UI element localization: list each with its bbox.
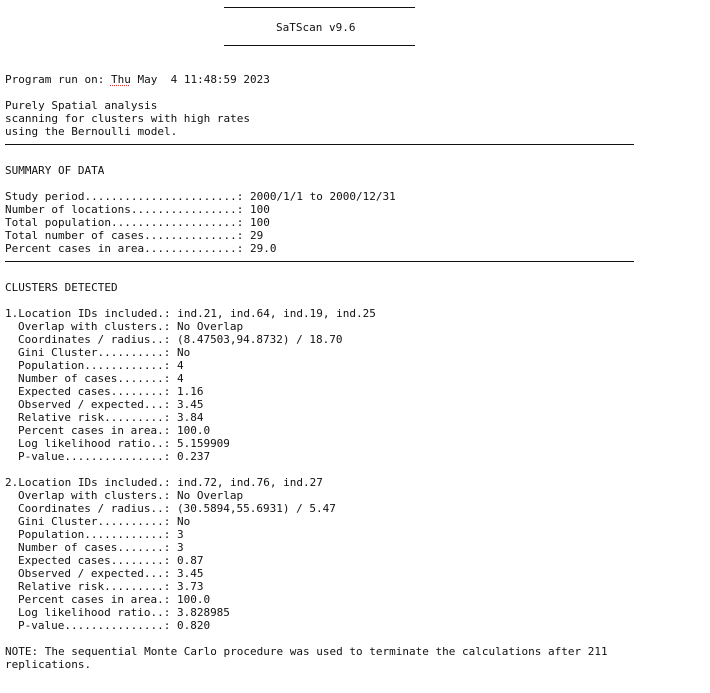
summary-heading: SUMMARY OF DATA	[5, 164, 105, 177]
cluster-row: Log likelihood ratio..: 5.159909	[18, 437, 230, 450]
summary-table	[5, 190, 705, 255]
summary-row: Total number of cases..............: 29	[5, 229, 264, 242]
run-day: Thu	[110, 73, 131, 86]
note-line: replications.	[5, 658, 92, 671]
cluster-row: Number of cases.......: 3	[18, 541, 184, 554]
cluster-row: Population............: 4	[18, 359, 184, 372]
analysis-line: using the Bernoulli model.	[5, 125, 178, 138]
note-line: NOTE: The sequential Monte Carlo procedure was used to terminate the calculations after 211	[5, 645, 608, 658]
cluster-row: Gini Cluster..........: No	[18, 515, 191, 528]
cluster-row: Overlap with clusters.: No Overlap	[18, 320, 244, 333]
cluster-block	[5, 476, 705, 632]
analysis-line: Purely Spatial analysis	[5, 99, 158, 112]
cluster-row: Overlap with clusters.: No Overlap	[18, 489, 244, 502]
cluster-row: Coordinates / radius..: (30.5894,55.6931) / 5.47	[18, 502, 336, 515]
cluster-row: P-value...............: 0.820	[18, 619, 211, 632]
summary-row: Percent cases in area..............: 29.0	[5, 242, 277, 255]
cluster-location-ids: 1.Location IDs included.: ind.21, ind.64, ind.19, ind.25	[5, 307, 376, 320]
run-timestamp: Program run on: Thu May 4 11:48:59 2023	[5, 73, 270, 86]
report-title: SaTScan v9.6	[276, 21, 356, 34]
cluster-row: Relative risk.........: 3.73	[18, 580, 204, 593]
cluster-row: Number of cases.......: 4	[18, 372, 184, 385]
section-divider	[5, 255, 705, 268]
cluster-row: Relative risk.........: 3.84	[18, 411, 204, 424]
cluster-row: Percent cases in area.: 100.0	[18, 593, 211, 606]
header-top-rule	[224, 7, 415, 8]
cluster-row: Expected cases........: 0.87	[18, 554, 204, 567]
report-body	[5, 73, 705, 671]
section-divider	[5, 138, 705, 151]
summary-row: Total population...................: 100	[5, 216, 270, 229]
cluster-row: Observed / expected...: 3.45	[18, 567, 204, 580]
cluster-row: Expected cases........: 1.16	[18, 385, 204, 398]
cluster-row: Coordinates / radius..: (8.47503,94.8732) / 18.70	[18, 333, 343, 346]
cluster-row: Population............: 3	[18, 528, 184, 541]
analysis-line: scanning for clusters with high rates	[5, 112, 251, 125]
cluster-block	[5, 307, 705, 463]
header-bottom-rule	[224, 45, 415, 46]
cluster-row: P-value...............: 0.237	[18, 450, 211, 463]
cluster-row: Percent cases in area.: 100.0	[18, 424, 211, 437]
cluster-row: Log likelihood ratio..: 3.828985	[18, 606, 230, 619]
summary-row: Number of locations................: 100	[5, 203, 270, 216]
clusters-heading: CLUSTERS DETECTED	[5, 281, 118, 294]
cluster-row: Gini Cluster..........: No	[18, 346, 191, 359]
cluster-row: Observed / expected...: 3.45	[18, 398, 204, 411]
summary-row: Study period.......................: 2000/1/1 to 2000/12/31	[5, 190, 396, 203]
cluster-location-ids: 2.Location IDs included.: ind.72, ind.76, ind.27	[5, 476, 323, 489]
